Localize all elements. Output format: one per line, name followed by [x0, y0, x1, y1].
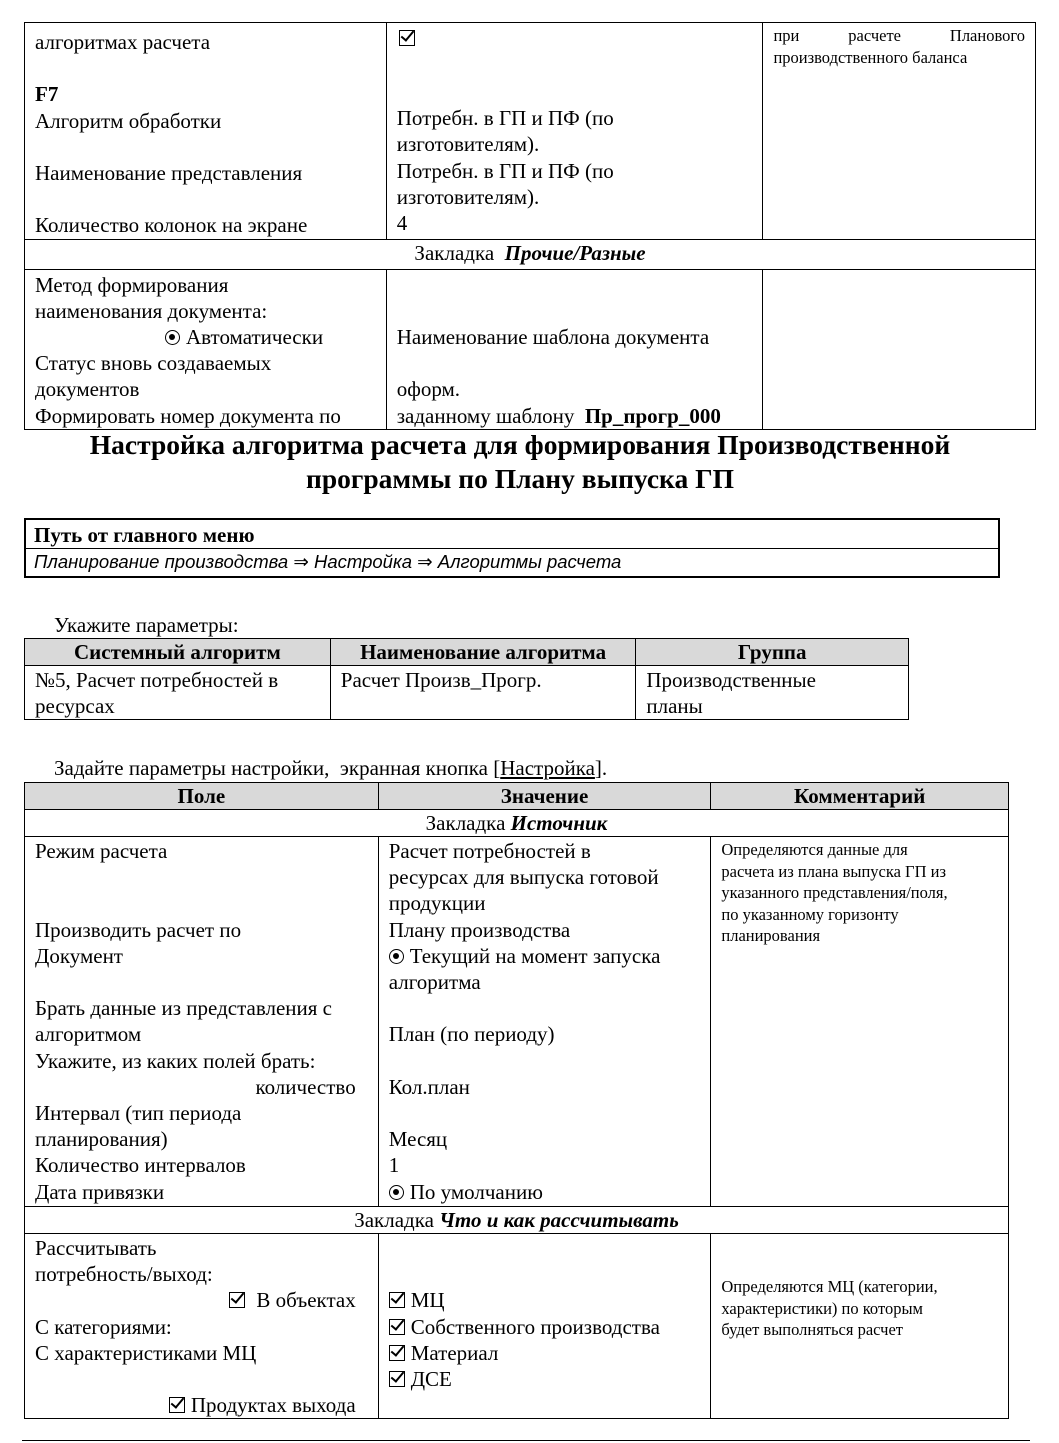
- heading-line: Настройка алгоритма расчета для формирования Производственной: [89, 429, 951, 460]
- tab-header-row: [25, 1207, 1009, 1234]
- comment-text: по указанному горизонту: [721, 904, 899, 924]
- field-label: Производить расчет по: [35, 917, 242, 942]
- value-text: изготовителям).: [396, 184, 540, 209]
- field-label: потребность/выход:: [35, 1262, 213, 1287]
- radio-label: По умолчанию: [409, 1179, 543, 1204]
- field-label: Наименование представления: [35, 160, 303, 185]
- field-label: Дата привязки: [35, 1179, 165, 1204]
- value-cell: [378, 1234, 711, 1419]
- value-text: Кол.план: [388, 1074, 470, 1099]
- column-header: Наименование алгоритма: [330, 639, 636, 666]
- tab-header-row: [25, 810, 1009, 837]
- comment-cell: [763, 23, 1036, 240]
- value-text: изготовителям).: [396, 132, 540, 157]
- radio-selected-icon[interactable]: [389, 949, 404, 964]
- table-header-row: [25, 783, 1009, 810]
- template-name: Пр_прогр_000: [584, 403, 721, 428]
- value-text: 4: [396, 211, 408, 236]
- checkbox-label: Продуктах выхода: [190, 1393, 356, 1418]
- field-label: Брать данные из представления с: [35, 996, 332, 1021]
- comment-text: Определяются МЦ (категории,: [721, 1277, 938, 1296]
- field-label: Количество колонок на экране: [35, 213, 308, 238]
- checkbox-checked-icon[interactable]: [389, 1319, 405, 1335]
- field-cell: [25, 837, 379, 1207]
- table-row: [25, 1234, 1009, 1419]
- value-text: Наименование шаблона документа: [396, 324, 710, 349]
- page-bottom-rule: [22, 1440, 1030, 1441]
- field-label: Алгоритм обработки: [35, 108, 222, 133]
- value-text: продукции: [388, 891, 486, 916]
- tab-name: Что и как рассчитывать: [439, 1208, 679, 1232]
- checkbox-checked-icon[interactable]: [399, 30, 415, 46]
- cell-text: Производственные: [646, 668, 816, 692]
- field-label: Метод формирования: [35, 272, 229, 297]
- menu-path[interactable]: Планирование производства ⇒ Настройка ⇒ Алгоритмы расчета: [34, 551, 622, 572]
- comment-cell: [711, 1234, 1009, 1419]
- value-text: План (по периоду): [388, 1022, 555, 1047]
- comment-text: характеристики) по которым: [721, 1298, 923, 1318]
- checkbox-label: МЦ: [410, 1288, 445, 1313]
- tab-name: Прочие/Разные: [504, 240, 646, 265]
- column-header: Системный алгоритм: [25, 639, 331, 666]
- comment-text: планирования: [721, 926, 821, 945]
- comment-text: производственного баланса: [773, 47, 968, 67]
- checkbox-checked-icon[interactable]: [389, 1371, 405, 1387]
- comment-text: указанного представления/поля,: [721, 883, 948, 902]
- value-cell: [386, 269, 763, 429]
- comment-text: будет выполняться расчет: [721, 1320, 903, 1339]
- field-cell: [25, 1234, 379, 1419]
- table-header-row: [25, 639, 909, 666]
- field-label: алгоритмом: [35, 1022, 142, 1047]
- column-header: Комментарий: [711, 783, 1009, 810]
- settings-button-link[interactable]: Настройка: [500, 756, 595, 780]
- comment-text: при расчете Планового: [773, 26, 1025, 45]
- cell-text: Расчет Произв_Прогр.: [340, 668, 542, 692]
- field-label: Статус вновь создаваемых: [35, 351, 272, 376]
- section-heading: [10, 428, 1030, 496]
- field-label: С характеристиками МЦ: [35, 1340, 257, 1365]
- field-label: количество: [255, 1074, 356, 1099]
- field-label: Формировать номер документа по: [35, 403, 341, 428]
- table-row: [25, 23, 1036, 240]
- field-label: планирования): [35, 1127, 168, 1152]
- value-text: Плану производства: [388, 917, 571, 942]
- column-header: Значение: [378, 783, 711, 810]
- checkbox-checked-icon[interactable]: [229, 1292, 245, 1308]
- checkbox-label: ДСЕ: [410, 1366, 452, 1391]
- field-cell: [25, 269, 387, 429]
- field-label: Режим расчета: [35, 839, 168, 863]
- radio-label: Текущий на момент запуска: [409, 943, 661, 968]
- value-text: оформ.: [396, 377, 461, 402]
- menu-path-box: [24, 518, 1000, 578]
- radio-selected-icon[interactable]: [389, 1185, 404, 1200]
- field-label: Рассчитывать: [35, 1236, 157, 1260]
- field-label: алгоритмах расчета: [35, 30, 211, 54]
- table-row: [25, 666, 909, 720]
- tab-name: Источник: [510, 811, 608, 835]
- tab-header-row: [25, 239, 1036, 269]
- value-text: Месяц: [388, 1127, 448, 1152]
- field-label: документов: [35, 377, 140, 402]
- value-text: заданному шаблону: [396, 403, 575, 428]
- checkbox-checked-icon[interactable]: [389, 1345, 405, 1361]
- checkbox-label: Собственного производства: [410, 1314, 660, 1339]
- settings-intro: Задайте параметры настройки, экранная кнопка [Настройка].: [54, 756, 608, 780]
- value-text: Потребн. в ГП и ПФ (по: [396, 106, 614, 131]
- value-text: 1: [388, 1153, 400, 1178]
- column-header: Поле: [25, 783, 379, 810]
- field-label: F7: [35, 82, 59, 107]
- radio-selected-icon[interactable]: [165, 330, 180, 345]
- comment-cell: [763, 269, 1036, 429]
- value-text: Потребн. в ГП и ПФ (по: [396, 158, 614, 183]
- top-table: [24, 22, 1036, 430]
- value-cell: [386, 23, 763, 240]
- value-text: Расчет потребностей в: [388, 839, 591, 863]
- tab-prefix: Закладка: [414, 240, 495, 265]
- field-label: С категориями:: [35, 1314, 172, 1339]
- field-cell: [25, 23, 387, 240]
- field-label: Укажите, из каких полей брать:: [35, 1048, 316, 1073]
- cell-text: ресурсах: [35, 694, 115, 719]
- column-header: Группа: [636, 639, 909, 666]
- params-intro: Укажите параметры:: [54, 613, 239, 637]
- cell-text: планы: [646, 694, 703, 719]
- tab-prefix: Закладка: [354, 1208, 434, 1232]
- path-title: Путь от главного меню: [26, 520, 998, 549]
- heading-line: программы по Плану выпуска ГП: [306, 463, 734, 494]
- params-table: [24, 638, 909, 720]
- field-label: наименования документа:: [35, 298, 268, 323]
- checkbox-label: В объектах: [256, 1288, 356, 1313]
- checkbox-checked-icon[interactable]: [389, 1292, 405, 1308]
- table-row: [25, 837, 1009, 1207]
- field-label: Интервал (тип периода: [35, 1100, 242, 1125]
- tab-prefix: Закладка: [425, 811, 506, 835]
- value-text: алгоритма: [388, 970, 481, 995]
- comment-cell: [711, 837, 1009, 1207]
- comment-text: расчета из плана выпуска ГП из: [721, 861, 946, 881]
- settings-table: [24, 782, 1009, 1419]
- checkbox-label: Материал: [410, 1340, 499, 1365]
- value-text: ресурсах для выпуска готовой: [388, 865, 659, 890]
- checkbox-checked-icon[interactable]: [169, 1397, 185, 1413]
- value-cell: [378, 837, 711, 1207]
- cell-text: №5, Расчет потребностей в: [35, 668, 279, 692]
- radio-label: Автоматически: [186, 324, 324, 349]
- field-label: Количество интервалов: [35, 1153, 246, 1178]
- comment-text: Определяются данные для: [721, 840, 908, 859]
- table-row: [25, 269, 1036, 429]
- field-label: Документ: [35, 943, 123, 968]
